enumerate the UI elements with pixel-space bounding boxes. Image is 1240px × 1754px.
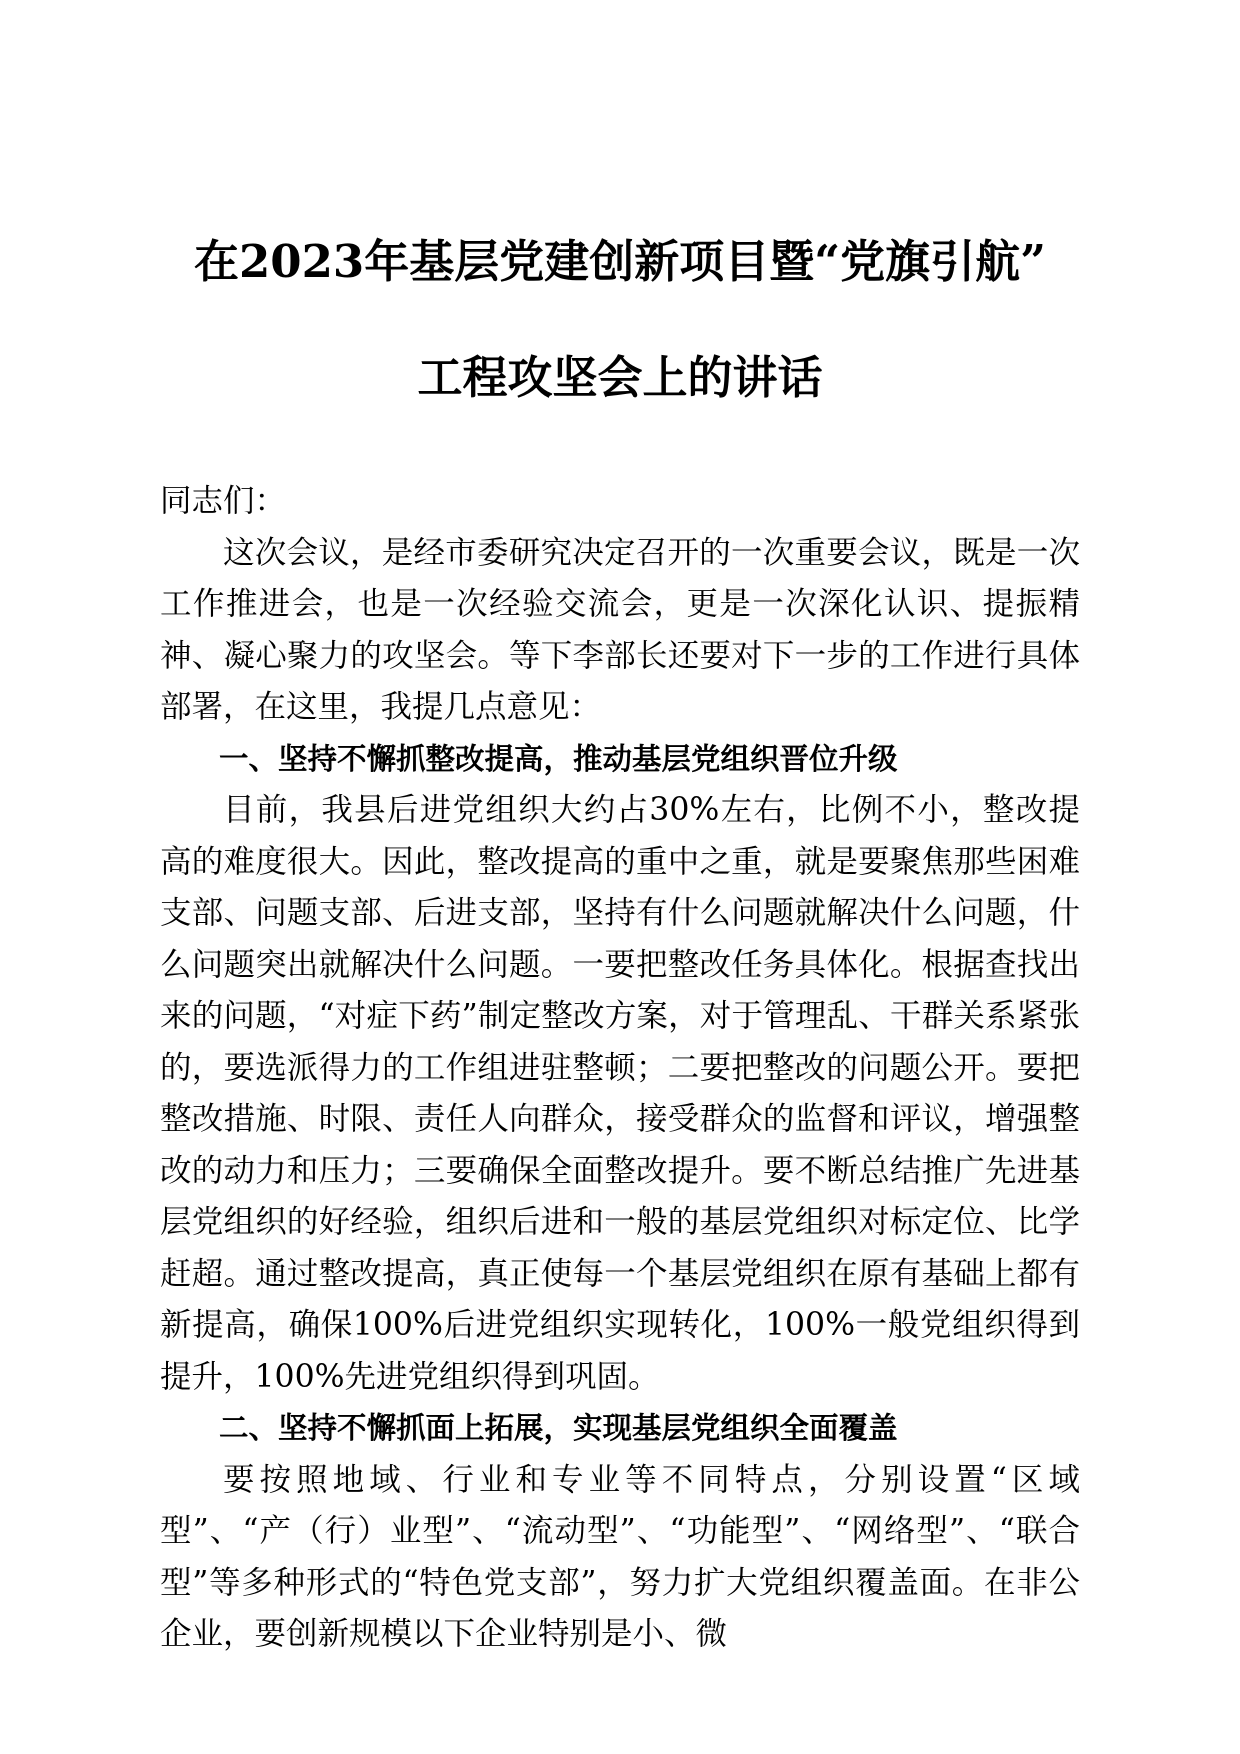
section-2-heading: 二、坚持不懈抓面上拓展，实现基层党组织全面覆盖 [219, 1411, 898, 1445]
document-body [160, 476, 1080, 1661]
document-title-line-1: 在2023年基层党建创新项目暨“党旗引航” [193, 235, 1046, 288]
document-title-line-2: 工程攻坚会上的讲话 [417, 351, 823, 404]
section-2-paragraph: 要按照地域、行业和专业等不同特点，分别设置“区域型”、“产（行）业型”、“流动型”、“功能型”、“网络型”、“联合型”等多种形式的“特色党支部”，努力扩大党组织覆盖面。在非公企业，要创新规模以下企业特别是小、微 [160, 1461, 1080, 1652]
section-1-heading: 一、坚持不懈抓整改提高，推动基层党组织晋位升级 [219, 741, 898, 776]
salutation: 同志们： [160, 483, 287, 519]
section-1-paragraph: 目前，我县后进党组织大约占30%左右，比例不小，整改提高的难度很大。因此，整改提高的重中之重，就是要聚焦那些困难支部、问题支部、后进支部，坚持有什么问题就解决什么问题，什么问题突出就解决什么问题。一要把整改任务具体化。根据查找出来的问题，“对症下药”制定整改方案，对于管理乱、干群关系紧张的，要选派得力的工作组进驻整顿；二要把整改的问题公开。要把整改措施、时限、责任人向群众，接受群众的监督和评议，增强整改的动力和压力；三要确保全面整改提升。要不断总结推广先进基层党组织的好经验，组织后进和一般的基层党组织对标定位、比学赶超。通过整改提高，真正使每一个基层党组织在原有基础上都有新提高，确保100%后进党组织实现转化，100%一般党组织得到提升，100%先进党组织得到巩固。 [160, 792, 1080, 1395]
intro-paragraph: 这次会议，是经市委研究决定召开的一次重要会议，既是一次工作推进会，也是一次经验交流会，更是一次深化认识、提振精神、凝心聚力的攻坚会。等下李部长还要对下一步的工作进行具体部署，在这里，我提几点意见： [160, 534, 1080, 725]
